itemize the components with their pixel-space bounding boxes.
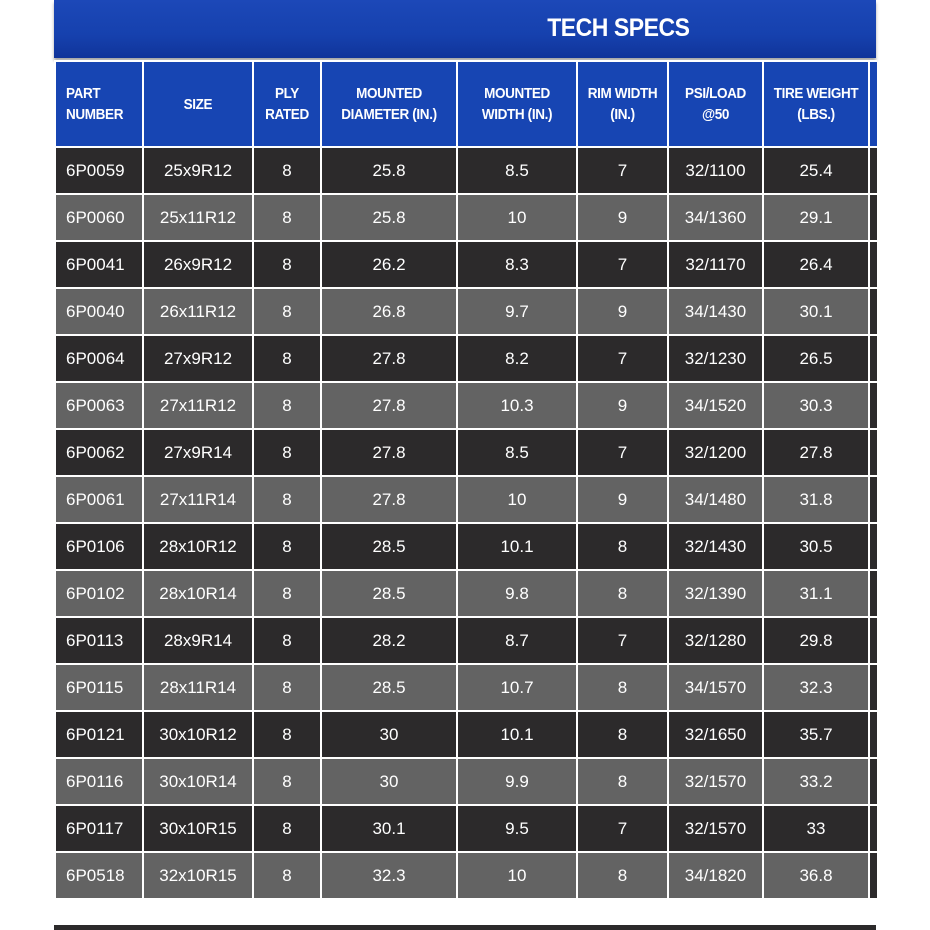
cell-mounted-diameter: 25.8 <box>321 147 457 194</box>
cell-mounted-width: 9.5 <box>457 805 577 852</box>
cell-part-number: 6P0121 <box>55 711 143 758</box>
cell-part-number: 6P0106 <box>55 523 143 570</box>
cell-mounted-diameter: 28.5 <box>321 664 457 711</box>
cell-mounted-diameter: 26.2 <box>321 241 457 288</box>
cell-overflow-column <box>869 570 877 617</box>
cell-overflow-column <box>869 241 877 288</box>
cell-psi-load: 32/1100 <box>668 147 763 194</box>
header-psi-load: PSI/LOAD @50 <box>668 61 763 147</box>
cell-part-number: 6P0113 <box>55 617 143 664</box>
header-ply-rated: PLY RATED <box>253 61 321 147</box>
tech-specs-table <box>54 60 877 900</box>
table-body <box>55 147 877 899</box>
table-row <box>55 758 877 805</box>
cell-psi-load: 32/1230 <box>668 335 763 382</box>
cell-ply-rated: 8 <box>253 852 321 899</box>
cell-size: 32x10R15 <box>143 852 253 899</box>
cell-psi-load: 34/1570 <box>668 664 763 711</box>
cell-overflow-column <box>869 805 877 852</box>
cell-ply-rated: 8 <box>253 711 321 758</box>
cell-ply-rated: 8 <box>253 288 321 335</box>
cell-tire-weight: 27.8 <box>763 429 869 476</box>
cell-part-number: 6P0059 <box>55 147 143 194</box>
cell-tire-weight: 26.5 <box>763 335 869 382</box>
cell-size: 28x11R14 <box>143 664 253 711</box>
cell-overflow-column <box>869 664 877 711</box>
cell-rim-width: 7 <box>577 335 668 382</box>
cell-tire-weight: 30.5 <box>763 523 869 570</box>
table-row <box>55 523 877 570</box>
header-overflow-column <box>869 61 877 147</box>
cell-psi-load: 34/1480 <box>668 476 763 523</box>
cell-psi-load: 32/1570 <box>668 805 763 852</box>
cell-psi-load: 32/1390 <box>668 570 763 617</box>
cell-psi-load: 32/1650 <box>668 711 763 758</box>
cell-size: 25x9R12 <box>143 147 253 194</box>
cell-mounted-width: 8.5 <box>457 147 577 194</box>
cell-part-number: 6P0040 <box>55 288 143 335</box>
cell-tire-weight: 25.4 <box>763 147 869 194</box>
cell-part-number: 6P0041 <box>55 241 143 288</box>
cell-psi-load: 32/1570 <box>668 758 763 805</box>
cell-ply-rated: 8 <box>253 147 321 194</box>
cell-size: 28x9R14 <box>143 617 253 664</box>
cell-ply-rated: 8 <box>253 476 321 523</box>
header-mounted-width: MOUNTED WIDTH (IN.) <box>457 61 577 147</box>
cell-ply-rated: 8 <box>253 664 321 711</box>
cell-mounted-diameter: 25.8 <box>321 194 457 241</box>
cell-mounted-diameter: 26.8 <box>321 288 457 335</box>
cell-tire-weight: 36.8 <box>763 852 869 899</box>
cell-ply-rated: 8 <box>253 523 321 570</box>
table-row <box>55 570 877 617</box>
cell-rim-width: 9 <box>577 288 668 335</box>
cell-mounted-width: 10.7 <box>457 664 577 711</box>
cell-mounted-width: 9.8 <box>457 570 577 617</box>
table-row <box>55 241 877 288</box>
cell-ply-rated: 8 <box>253 241 321 288</box>
cell-tire-weight: 35.7 <box>763 711 869 758</box>
table-row <box>55 711 877 758</box>
cell-overflow-column <box>869 617 877 664</box>
cell-mounted-width: 8.2 <box>457 335 577 382</box>
next-row-edge <box>54 925 876 930</box>
cell-mounted-diameter: 27.8 <box>321 335 457 382</box>
cell-overflow-column <box>869 711 877 758</box>
cell-mounted-width: 10.3 <box>457 382 577 429</box>
cell-mounted-width: 10 <box>457 194 577 241</box>
cell-part-number: 6P0063 <box>55 382 143 429</box>
cell-ply-rated: 8 <box>253 570 321 617</box>
cell-mounted-width: 10.1 <box>457 711 577 758</box>
cell-mounted-width: 9.7 <box>457 288 577 335</box>
cell-size: 30x10R15 <box>143 805 253 852</box>
cell-tire-weight: 26.4 <box>763 241 869 288</box>
cell-ply-rated: 8 <box>253 617 321 664</box>
cell-part-number: 6P0064 <box>55 335 143 382</box>
cell-overflow-column <box>869 335 877 382</box>
header-size: SIZE <box>143 61 253 147</box>
cell-rim-width: 8 <box>577 758 668 805</box>
cell-mounted-width: 8.7 <box>457 617 577 664</box>
table-row <box>55 194 877 241</box>
cell-size: 28x10R12 <box>143 523 253 570</box>
cell-ply-rated: 8 <box>253 429 321 476</box>
cell-mounted-width: 10 <box>457 852 577 899</box>
cell-size: 26x11R12 <box>143 288 253 335</box>
cell-mounted-diameter: 27.8 <box>321 382 457 429</box>
cell-rim-width: 7 <box>577 429 668 476</box>
table-row <box>55 664 877 711</box>
cell-tire-weight: 29.1 <box>763 194 869 241</box>
table-row <box>55 382 877 429</box>
cell-rim-width: 9 <box>577 382 668 429</box>
cell-mounted-width: 10 <box>457 476 577 523</box>
table-row <box>55 288 877 335</box>
cell-rim-width: 7 <box>577 805 668 852</box>
cell-overflow-column <box>869 852 877 899</box>
cell-psi-load: 34/1520 <box>668 382 763 429</box>
cell-overflow-column <box>869 288 877 335</box>
cell-mounted-diameter: 30 <box>321 711 457 758</box>
table-header-row <box>55 61 877 147</box>
cell-rim-width: 8 <box>577 570 668 617</box>
cell-mounted-diameter: 28.5 <box>321 523 457 570</box>
cell-tire-weight: 32.3 <box>763 664 869 711</box>
cell-rim-width: 8 <box>577 523 668 570</box>
cell-part-number: 6P0115 <box>55 664 143 711</box>
cell-tire-weight: 33.2 <box>763 758 869 805</box>
cell-mounted-diameter: 32.3 <box>321 852 457 899</box>
cell-part-number: 6P0062 <box>55 429 143 476</box>
cell-size: 30x10R14 <box>143 758 253 805</box>
cell-psi-load: 34/1820 <box>668 852 763 899</box>
header-part-number: PART NUMBER <box>55 61 143 147</box>
cell-mounted-diameter: 28.5 <box>321 570 457 617</box>
cell-part-number: 6P0061 <box>55 476 143 523</box>
table-row <box>55 476 877 523</box>
cell-ply-rated: 8 <box>253 758 321 805</box>
cell-overflow-column <box>869 429 877 476</box>
cell-size: 27x9R12 <box>143 335 253 382</box>
cell-mounted-width: 8.3 <box>457 241 577 288</box>
table-row <box>55 852 877 899</box>
cell-overflow-column <box>869 194 877 241</box>
cell-mounted-width: 9.9 <box>457 758 577 805</box>
cell-rim-width: 8 <box>577 664 668 711</box>
tech-specs-banner <box>54 0 876 58</box>
table-row <box>55 617 877 664</box>
header-tire-weight: TIRE WEIGHT (LBS.) <box>763 61 869 147</box>
cell-overflow-column <box>869 147 877 194</box>
cell-rim-width: 7 <box>577 617 668 664</box>
table-row <box>55 147 877 194</box>
cell-ply-rated: 8 <box>253 194 321 241</box>
cell-psi-load: 32/1430 <box>668 523 763 570</box>
cell-mounted-width: 8.5 <box>457 429 577 476</box>
cell-tire-weight: 30.1 <box>763 288 869 335</box>
cell-tire-weight: 29.8 <box>763 617 869 664</box>
cell-tire-weight: 33 <box>763 805 869 852</box>
cell-overflow-column <box>869 523 877 570</box>
cell-tire-weight: 31.1 <box>763 570 869 617</box>
cell-rim-width: 9 <box>577 476 668 523</box>
cell-psi-load: 32/1170 <box>668 241 763 288</box>
cell-size: 26x9R12 <box>143 241 253 288</box>
cell-mounted-width: 10.1 <box>457 523 577 570</box>
cell-part-number: 6P0117 <box>55 805 143 852</box>
cell-ply-rated: 8 <box>253 335 321 382</box>
cell-psi-load: 32/1280 <box>668 617 763 664</box>
cell-mounted-diameter: 27.8 <box>321 476 457 523</box>
cell-mounted-diameter: 30 <box>321 758 457 805</box>
table-row <box>55 805 877 852</box>
header-rim-width: RIM WIDTH (IN.) <box>577 61 668 147</box>
cell-overflow-column <box>869 758 877 805</box>
cell-mounted-diameter: 27.8 <box>321 429 457 476</box>
cell-size: 28x10R14 <box>143 570 253 617</box>
cell-overflow-column <box>869 382 877 429</box>
cell-rim-width: 9 <box>577 194 668 241</box>
cell-part-number: 6P0116 <box>55 758 143 805</box>
cell-mounted-diameter: 28.2 <box>321 617 457 664</box>
cell-psi-load: 34/1360 <box>668 194 763 241</box>
cell-tire-weight: 30.3 <box>763 382 869 429</box>
banner-title: TECH SPECS <box>546 14 690 42</box>
cell-mounted-diameter: 30.1 <box>321 805 457 852</box>
cell-rim-width: 7 <box>577 147 668 194</box>
cell-size: 27x9R14 <box>143 429 253 476</box>
cell-size: 27x11R14 <box>143 476 253 523</box>
cell-part-number: 6P0518 <box>55 852 143 899</box>
cell-part-number: 6P0102 <box>55 570 143 617</box>
cell-psi-load: 32/1200 <box>668 429 763 476</box>
cell-ply-rated: 8 <box>253 382 321 429</box>
header-mounted-diameter: MOUNTED DIAMETER (IN.) <box>321 61 457 147</box>
cell-tire-weight: 31.8 <box>763 476 869 523</box>
cell-size: 27x11R12 <box>143 382 253 429</box>
cell-rim-width: 8 <box>577 711 668 758</box>
cell-rim-width: 7 <box>577 241 668 288</box>
cell-rim-width: 8 <box>577 852 668 899</box>
cell-part-number: 6P0060 <box>55 194 143 241</box>
cell-overflow-column <box>869 476 877 523</box>
cell-ply-rated: 8 <box>253 805 321 852</box>
cell-size: 25x11R12 <box>143 194 253 241</box>
table-row <box>55 335 877 382</box>
cell-size: 30x10R12 <box>143 711 253 758</box>
table-row <box>55 429 877 476</box>
cell-psi-load: 34/1430 <box>668 288 763 335</box>
